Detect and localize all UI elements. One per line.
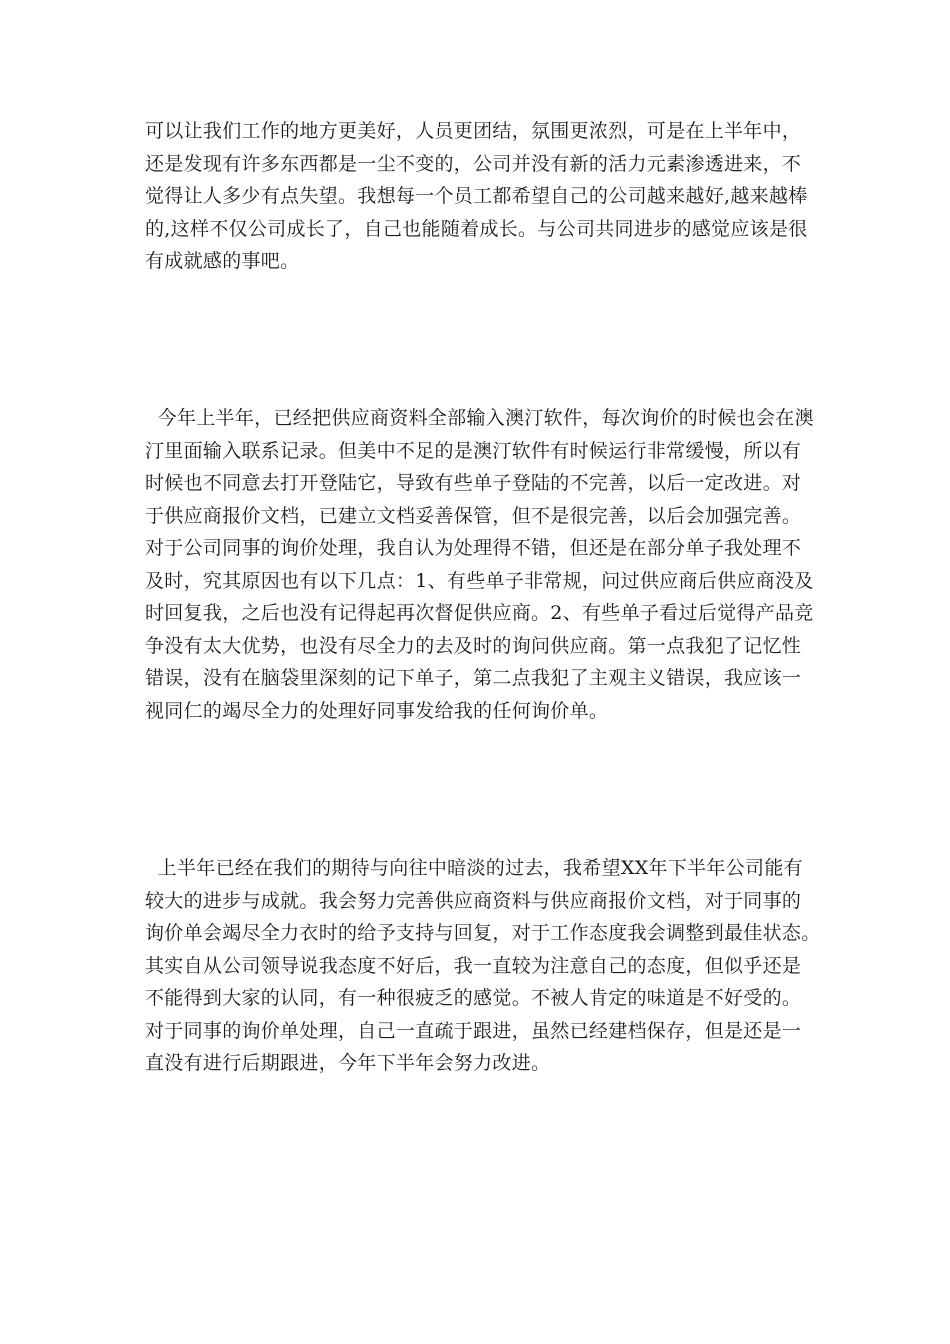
- paragraph-line: 于供应商报价文档，已建立文档妥善保管，但不是很完善，以后会加强完善。: [145, 504, 802, 527]
- paragraph-line: 对于公司同事的询价处理，我自认为处理得不错，但还是在部分单子我处理不: [145, 537, 802, 559]
- paragraph-2: [145, 402, 815, 727]
- paragraph-1: [145, 115, 815, 278]
- paragraph-line: 可以让我们工作的地方更美好，人员更团结，氛围更浓烈，可是在上半年中，: [145, 120, 802, 142]
- paragraph-line: 争没有太大优势，也没有尽全力的去及时的询问供应商。第一点我犯了记忆性: [145, 634, 802, 657]
- paragraph-line: 不能得到大家的认同，有一种很疲乏的感觉。不被人肯定的味道是不好受的。: [145, 987, 802, 1009]
- paragraph-line: 视同仁的竭尽全力的处理好同事发给我的任何询价单。: [145, 699, 609, 722]
- paragraph-line: 错误，没有在脑袋里深刻的记下单子，第二点我犯了主观主义错误，我应该一: [145, 667, 802, 689]
- paragraph-line: 上半年已经在我们的期待与向往中暗淡的过去，我希望XX年下半年公司能有: [145, 857, 803, 879]
- paragraph-line: 询价单会竭尽全力衣时的给予支持与回复，对于工作态度我会调整到最佳状态。: [145, 922, 821, 944]
- paragraph-line: 今年上半年，已经把供应商资料全部输入澳汀软件，每次询价的时候也会在澳: [145, 407, 814, 429]
- paragraph-line: 其实自从公司领导说我态度不好后，我一直较为注意自己的态度，但似乎还是: [145, 954, 802, 977]
- paragraph-line: 对于同事的询价单处理，自己一直疏于跟进，虽然已经建档保存，但是还是一: [145, 1019, 802, 1042]
- paragraph-line: 还是发现有许多东西都是一尘不变的，公司并没有新的活力元素渗透进来，不: [145, 152, 802, 175]
- paragraph-3: [145, 852, 821, 1080]
- paragraph-line: 较大的进步与成就。我会努力完善供应商资料与供应商报价文档，对于同事的: [145, 889, 802, 912]
- paragraph-line: 的,这样不仅公司成长了，自己也能随着成长。与公司共同进步的感觉应该是很: [145, 217, 808, 240]
- paragraph-line: 有成就感的事吧。: [145, 250, 300, 272]
- paragraph-line: 觉得让人多少有点失望。我想每一个员工都希望自己的公司越来越好,越来越棒: [145, 185, 808, 207]
- paragraph-line: 汀里面输入联系记录。但美中不足的是澳汀软件有时候运行非常缓慢，所以有: [145, 439, 802, 462]
- paragraph-line: 及时，究其原因也有以下几点：1、有些单子非常规，问过供应商后供应商没及: [145, 569, 814, 592]
- paragraph-line: 时候也不同意去打开登陆它，导致有些单子登陆的不完善，以后一定改进。对: [145, 472, 802, 494]
- paragraph-line: 直没有进行后期跟进，今年下半年会努力改进。: [145, 1052, 551, 1074]
- paragraph-line: 时回复我，之后也没有记得起再次督促供应商。2、有些单子看过后觉得产品竞: [145, 602, 814, 624]
